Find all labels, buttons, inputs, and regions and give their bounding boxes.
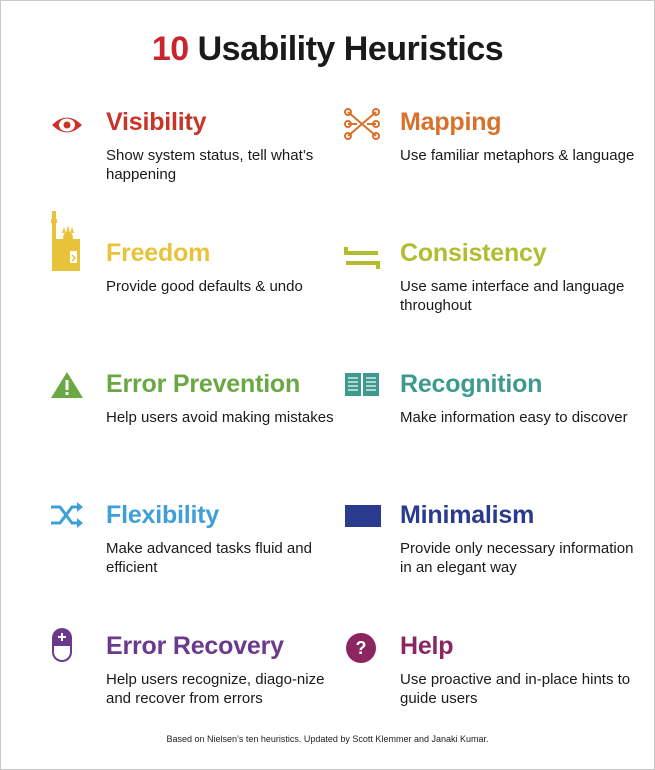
heuristic-description: Use same interface and language throughout (400, 278, 625, 314)
heuristic-name: Flexibility (106, 501, 220, 529)
question-circle-icon (344, 632, 384, 672)
pill-icon (50, 626, 90, 666)
heuristic-name: Help (400, 632, 454, 660)
heuristic-name: Visibility (106, 108, 207, 136)
heuristic-name: Freedom (106, 239, 211, 267)
heuristic-name: Consistency (400, 239, 547, 267)
title-number: 10 (151, 30, 189, 68)
title-text: Usability Heuristics (197, 30, 504, 68)
heuristic-name: Error Prevention (106, 370, 301, 398)
bracket-lines-icon (344, 239, 384, 279)
heuristic-description: Help users recognize, diago-nize and recover from errors (106, 671, 325, 707)
heuristic-name: Mapping (400, 108, 502, 136)
rectangle-icon (344, 501, 384, 541)
heuristic-description: Use familiar metaphors & language (400, 147, 635, 164)
statue-of-liberty-icon (50, 211, 90, 275)
heuristic-description: Provide good defaults & undo (106, 278, 303, 295)
heuristic-name: Minimalism (400, 501, 535, 529)
heuristic-description: Make advanced tasks fluid and efficient (106, 540, 312, 576)
heuristic-description: Provide only necessary information in an elegant way (400, 540, 634, 576)
page-title (0, 30, 655, 69)
svg-text:?: ? (355, 638, 367, 658)
network-icon (344, 108, 384, 148)
heuristic-description: Use proactive and in-place hints to guide users (400, 671, 631, 707)
heuristic-name: Recognition (400, 370, 543, 398)
warning-triangle-icon (50, 370, 90, 410)
shuffle-icon (50, 501, 90, 541)
heuristic-description: Show system status, tell what’s happening (106, 147, 314, 183)
heuristic-name: Error Recovery (106, 632, 284, 660)
footer-credit: Based on Nielsen’s ten heuristics. Updated by Scott Klemmer and Janaki Kumar. (166, 734, 489, 744)
open-book-icon (344, 370, 384, 410)
heuristic-description: Help users avoid making mistakes (106, 409, 334, 426)
eye-icon (50, 108, 90, 148)
heuristic-description: Make information easy to discover (400, 409, 628, 426)
